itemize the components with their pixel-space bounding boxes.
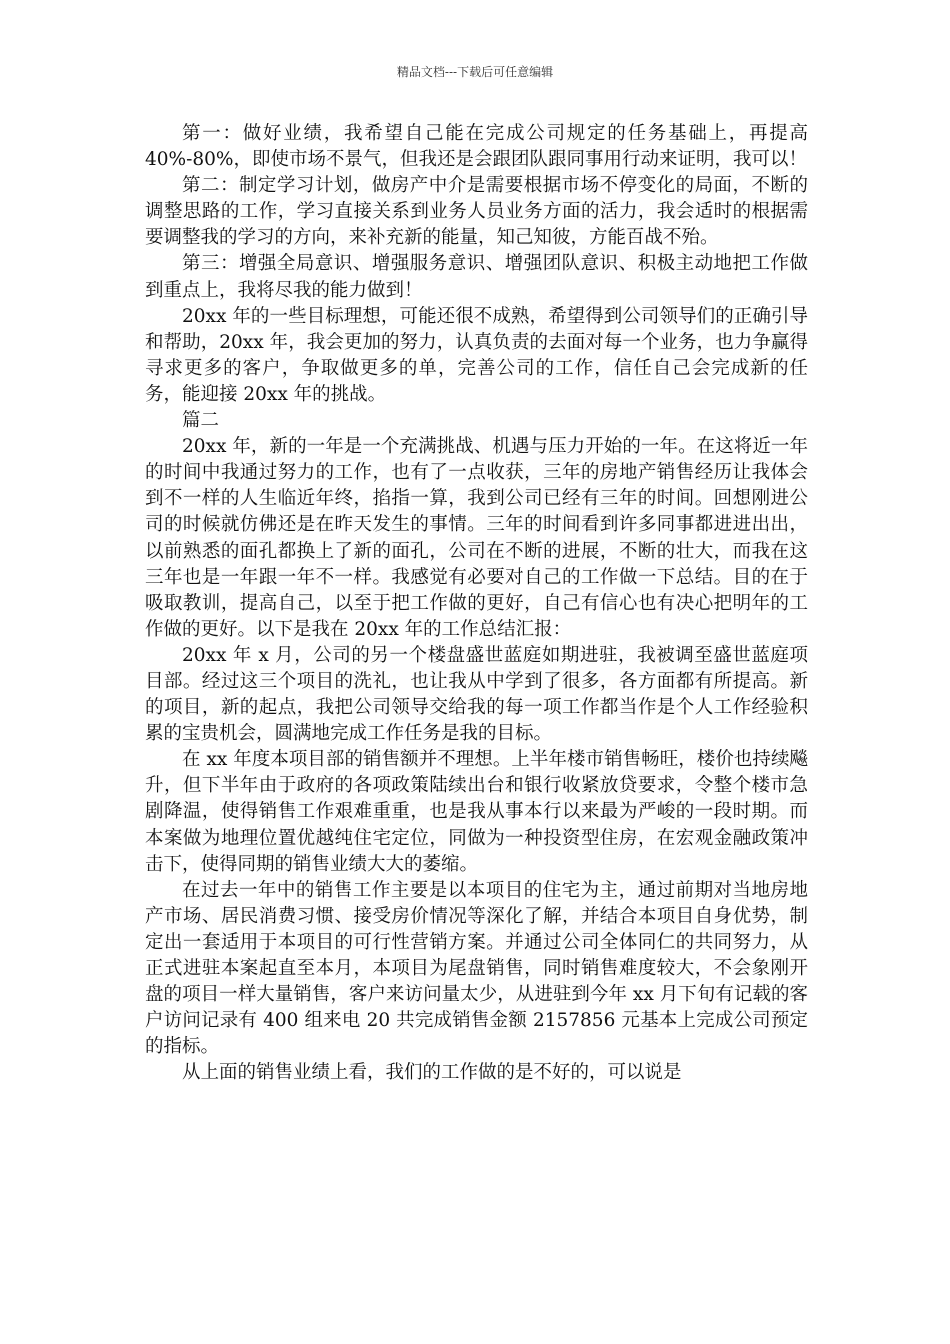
paragraph-project-transfer: 20xx 年 x 月，公司的另一个楼盘盛世蓝庭如期进驻，我被调至盛世蓝庭项目部。经过这三个项目的洗礼，也让我从中学到了很多，各方面都有所提高。新的项目，新的起点，我把公司领导交给我的每一项工作都当作是个人工作经验积累的宝贵机会，圆满地完成工作任务是我的目标。 (145, 644, 808, 745)
paragraph-goal-3: 第三：增强全局意识、增强服务意识、增强团队意识、积极主动地把工作做到重点上，我将尽我的能力做到！ (145, 253, 808, 301)
paragraph-goals-summary: 20xx 年的一些目标理想，可能还很不成熟，希望得到公司领导们的正确引导和帮助，20xx 年，我会更加的努力，认真负责的去面对每一个业务，也力争赢得寻求更多的客户，争取做更多的单，完善公司的工作，信任自己会完成新的任务，能迎接 20xx 年的挑战。 (145, 305, 808, 405)
paragraph-goal-2: 第二：制定学习计划，做房产中介是需要根据市场不停变化的局面，不断的调整思路的工作，学习直接关系到业务人员业务方面的活力，我会适时的根据需要调整我的学习的方向，来补充新的能量，知己知彼，方能百战不殆。 (145, 175, 808, 249)
paragraph-intro: 20xx 年，新的一年是一个充满挑战、机遇与压力开始的一年。在这将近一年的时间中我通过努力的工作，也有了一点收获，三年的房地产销售经历让我体会到不一样的人生临近年终，掐指一算，我到公司已经有三年的时间。回想刚进公司的时候就仿佛还是在昨天发生的事情。三年的时间看到许多同事都进进出出，以前熟悉的面孔都换上了新的面孔，公司在不断的进展，不断的壮大，而我在这三年也是一年跟一年不一样。我感觉有必要对自己的工作做一下总结。目的在于吸取教训，提高自己，以至于把工作做的更好，自己有信心也有决心把明年的工作做的更好。以下是我在 20xx 年的工作总结汇报： (145, 436, 808, 640)
paragraph-sales-work: 在过去一年中的销售工作主要是以本项目的住宅为主，通过前期对当地房地产市场、居民消费习惯、接受房价情况等深化了解，并结合本项目自身优势，制定出一套适用于本项目的可行性营销方案。并通过公司全体同仁的共同努力，从正式进驻本案起直至本月，本项目为尾盘销售，同时销售难度较大，不会象刚开盘的项目一样大量销售，客户来访问量太少，从进驻到今年 xx 月下旬有记载的客户访问记录有 400 组来电 20 共完成销售金额 2157856 元基本上完成公司预定的指标。 (145, 879, 808, 1058)
paragraph-goal-1: 第一：做好业绩，我希望自己能在完成公司规定的任务基础上，再提高 40%-80%，即使市场不景气，但我还是会跟团队跟同事用行动来证明，我可以！ (145, 123, 808, 171)
section-heading-part-two: 篇二 (182, 410, 220, 432)
paragraph-performance-review: 从上面的销售业绩上看，我们的工作做的是不好的，可以说是 (182, 1062, 682, 1084)
paragraph-market-situation: 在 xx 年度本项目部的销售额并不理想。上半年楼市销售畅旺，楼价也持续飚升，但下半年由于政府的各项政策陆续出台和银行收紧放贷要求，令整个楼市急剧降温，使得销售工作艰难重重，也是我从事本行以来最为严峻的一段时期。而本案做为地理位置优越纯住宅定位，同做为一种投资型住房，在宏观金融政策冲击下，使得同期的销售业绩大大的萎缩。 (145, 749, 808, 875)
document-body (145, 121, 808, 1086)
page-header: 精品文档---下载后可任意编辑 (396, 65, 554, 79)
